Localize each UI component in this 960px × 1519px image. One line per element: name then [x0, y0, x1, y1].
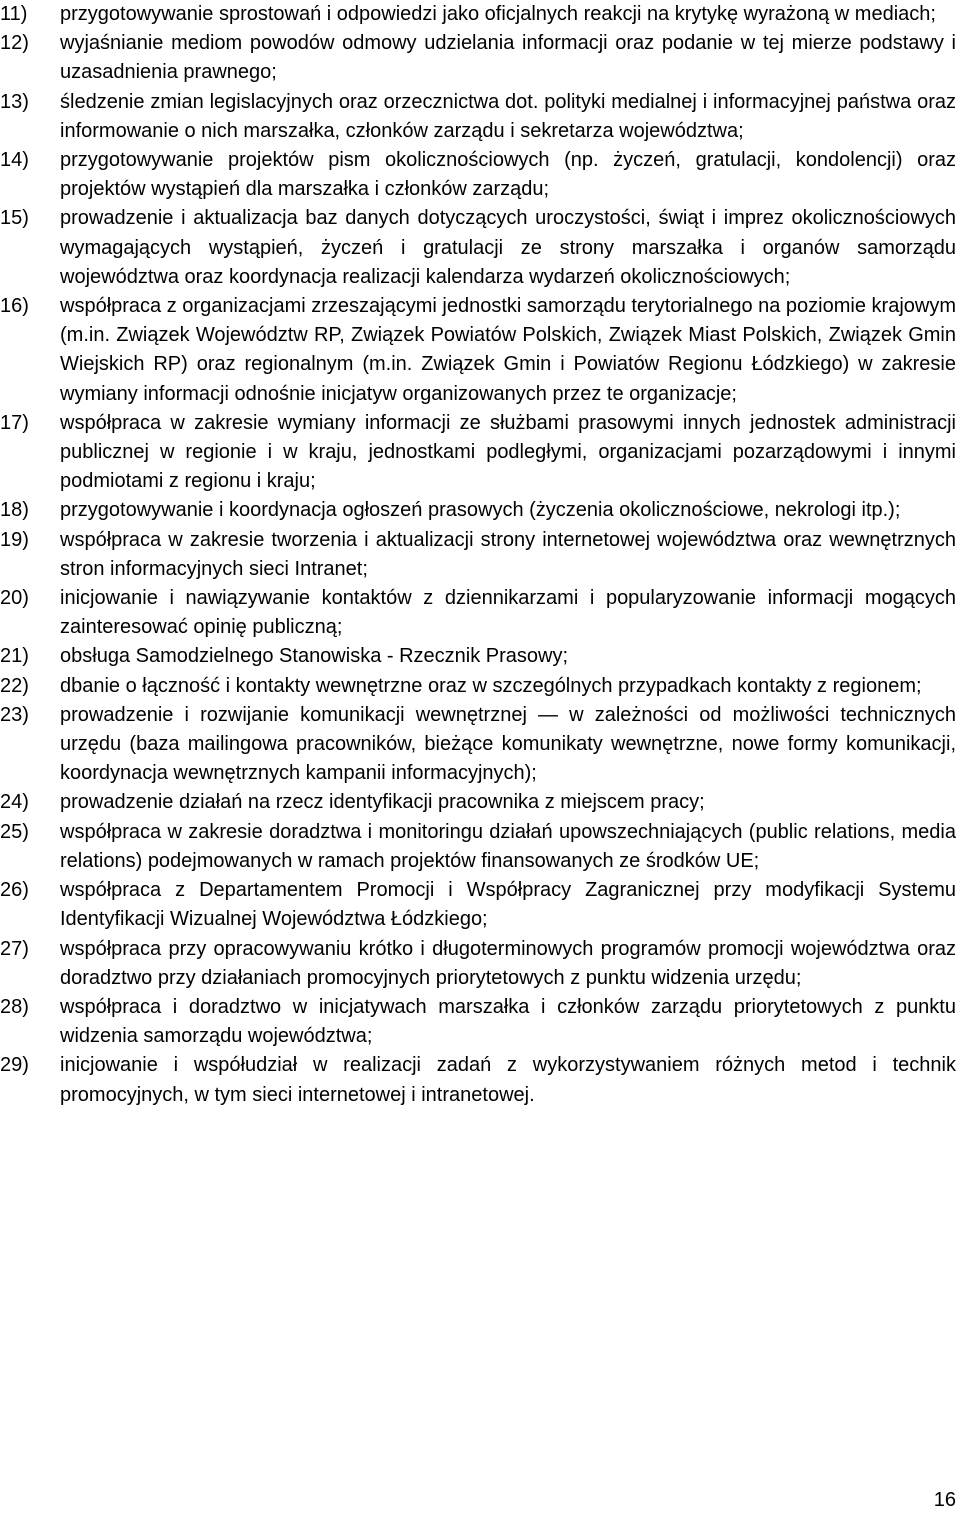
item-number: 24): [0, 791, 29, 814]
item-number: 29): [0, 1054, 29, 1077]
item-number: 12): [0, 32, 29, 55]
item-text: obsługa Samodzielnego Stanowiska - Rzecznik Prasowy;: [60, 645, 569, 668]
item-number: 26): [0, 879, 29, 902]
list-item: [0, 876, 956, 934]
item-number: 13): [0, 90, 29, 113]
item-text: współpraca z Departamentem Promocji i Współpracy Zagranicznej przy modyfikacji Systemu Identyfikacji Wizualnej Województwa Łódzkiego;: [60, 879, 956, 931]
item-text: współpraca i doradztwo w inicjatywach marszałka i członków zarządu priorytetowych z punktu widzenia samorządu województwa;: [60, 995, 956, 1048]
item-number: 16): [0, 295, 29, 318]
item-text: dbanie o łączność i kontakty wewnętrzne oraz w szczególnych przypadkach kontakty z regionem;: [60, 674, 922, 697]
item-text: inicjowanie i współudział w realizacji zadań z wykorzystywaniem różnych metod i technik promocyjnych, w tym sieci internetowej i intranetowej.: [60, 1054, 956, 1106]
page-number: 16: [933, 1489, 956, 1511]
list-item: [0, 409, 956, 497]
item-text: przygotowywanie i koordynacja ogłoszeń prasowych (życzenia okolicznościowe, nekrologi itp.);: [60, 499, 901, 522]
list-item: [0, 204, 956, 292]
item-number: 14): [0, 149, 29, 172]
item-text: śledzenie zmian legislacyjnych oraz orzecznictwa dot. polityki medialnej i informacyjnej państwa oraz informowanie o nich marszałka, członków zarządu i sekretarza województwa;: [60, 90, 956, 142]
item-number: 25): [0, 820, 29, 843]
item-text: współpraca przy opracowywaniu krótko i długoterminowych programów promocji województwa oraz doradztwo przy działaniach promocyjnych priorytetowych z punktu widzenia urzędu;: [60, 937, 956, 989]
list-item: [0, 672, 956, 701]
item-text: prowadzenie i rozwijanie komunikacji wewnętrznej — w zależności od możliwości technicznych urzędu (baza mailingowa pracowników, bieżące komunikaty wewnętrzne, nowe formy komunikacji, koordynacja wewnętrznych kampanii informacyjnych);: [60, 703, 956, 785]
list-item: [0, 496, 956, 525]
item-text: przygotowywanie sprostowań i odpowiedzi jako oficjalnych reakcji na krytykę wyrażoną w mediach;: [60, 3, 936, 25]
item-number: 20): [0, 587, 29, 610]
item-number: 28): [0, 995, 29, 1018]
item-number: 11): [0, 3, 28, 25]
item-number: 23): [0, 703, 29, 726]
list-item: [0, 701, 956, 789]
list-item: [0, 642, 956, 671]
item-number: 22): [0, 674, 29, 697]
list-item: [0, 146, 956, 204]
item-text: współpraca z organizacjami zrzeszającymi jednostki samorządu terytorialnego na poziomie krajowym (m.in. Związek Województw RP, Związek Powiatów Polskich, Związek Miast Polskich, Związek Gmin Wiejskich RP) oraz regionalnym (m.in. Związek Gmin i Powiatów Regionu Łódzkiego) w zakresie wymiany informacji odnośnie inicjatyw organizowanych przez te organizacje;: [60, 295, 956, 405]
item-number: 17): [0, 411, 29, 434]
item-text: inicjowanie i nawiązywanie kontaktów z dziennikarzami i popularyzowanie informacji mogących zainteresować opinię publiczną;: [60, 587, 956, 639]
item-number: 15): [0, 207, 29, 230]
item-text: współpraca w zakresie doradztwa i monitoringu działań upowszechniających (public relations, media relations) podejmowanych w ramach projektów finansowanych ze środków UE;: [60, 820, 956, 872]
list-item: [0, 584, 956, 642]
item-number: 19): [0, 528, 29, 551]
item-text: współpraca w zakresie tworzenia i aktualizacji strony internetowej województwa oraz wewnętrznych stron informacyjnych sieci Intranet;: [60, 528, 956, 580]
item-number: 18): [0, 499, 29, 522]
list-item: [0, 788, 956, 817]
item-text: wyjaśnianie mediom powodów odmowy udzielania informacji oraz podanie w tej mierze podstawy i uzasadnienia prawnego;: [60, 32, 956, 84]
item-text: współpraca w zakresie wymiany informacji ze służbami prasowymi innych jednostek administracji publicznej w regionie i w kraju, jednostkami podległymi, organizacjami pozarządowymi i innymi podmiotami z regionu i kraju;: [60, 411, 956, 493]
list-item: [0, 88, 956, 146]
item-text: prowadzenie działań na rzecz identyfikacji pracownika z miejscem pracy;: [60, 791, 705, 814]
list-item: [0, 0, 956, 29]
item-number: 27): [0, 937, 29, 960]
list-item: [0, 993, 956, 1051]
list-item: [0, 292, 956, 409]
list-item: [0, 29, 956, 87]
list-item: [0, 818, 956, 876]
item-text: prowadzenie i aktualizacja baz danych dotyczących uroczystości, świąt i imprez okolicznościowych wymagających wystąpień, życzeń i gratulacji ze strony marszałka i organów samorządu województwa oraz koordynacja realizacji kalendarza wydarzeń okolicznościowych;: [60, 207, 956, 288]
item-text: przygotowywanie projektów pism okolicznościowych (np. życzeń, gratulacji, kondolencji) oraz projektów wystąpień dla marszałka i członków zarządu;: [60, 149, 956, 201]
list-item: [0, 1051, 956, 1109]
list-item: [0, 526, 956, 584]
list-item: [0, 935, 956, 993]
item-number: 21): [0, 645, 29, 668]
